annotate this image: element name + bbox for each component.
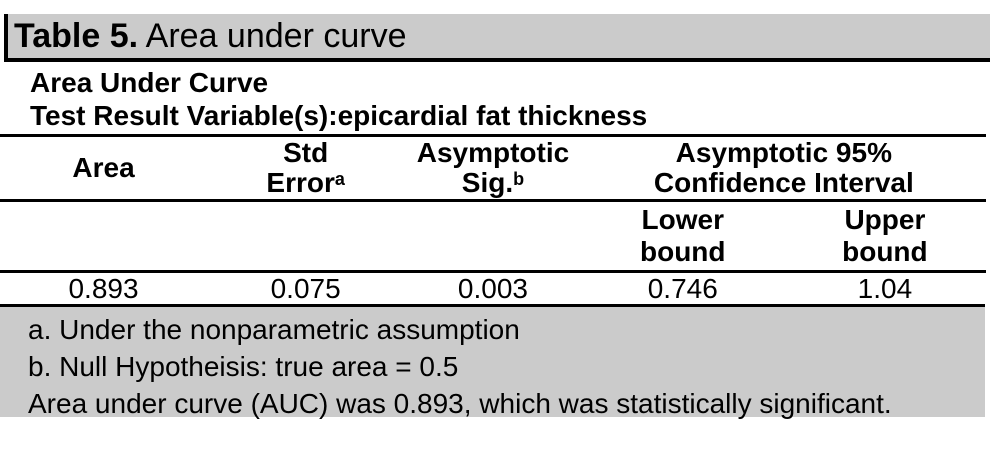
paper-table-page [0, 14, 990, 452]
subheader-cell-empty-1 [0, 202, 207, 270]
header-std-label: Std [283, 137, 329, 168]
data-cell-asymptotic-sig: 0.003 [457, 273, 528, 304]
lower-bound-label: bound [640, 236, 726, 267]
footnote-b: b. Null Hypotheisis: true area = 0.5 [28, 351, 459, 382]
subheader-cell-empty-3 [404, 202, 581, 270]
group-header-line2: Confidence Interval [653, 167, 914, 198]
header-cell-asymptotic-sig [404, 137, 581, 199]
footnote-marker-a: a [334, 169, 345, 189]
table-subtitle [0, 62, 990, 134]
data-cell-area: 0.893 [68, 273, 139, 304]
data-cell-std-error: 0.075 [270, 273, 341, 304]
group-header-line1: Asymptotic 95% [675, 137, 892, 168]
table-data-row [0, 273, 986, 304]
upper-label: Upper [844, 204, 926, 235]
header-cell-area [0, 137, 207, 199]
subtitle-line-test-result-variable: Test Result Variable(s):epicardial fat thickness [30, 100, 648, 131]
header-area-label: Area [72, 152, 135, 183]
upper-bound-label: bound [842, 236, 928, 267]
subtitle-line-area-under-curve: Area Under Curve [30, 67, 269, 98]
subheader-cell-empty-2 [207, 202, 404, 270]
footnote-summary: Area under curve (AUC) was 0.893, which was statistically significant. [28, 388, 892, 419]
header-error-label: Error [266, 167, 335, 198]
table-header-row [0, 137, 986, 199]
footnote-a: a. Under the nonparametric assumption [28, 314, 520, 345]
table-footnotes [0, 304, 985, 417]
data-cell-lower-bound: 0.746 [647, 273, 718, 304]
footnote-marker-b: b [513, 169, 525, 189]
table-title-bar [4, 14, 990, 62]
subheader-cell-lower-bound [582, 202, 784, 270]
data-cell-upper-bound: 1.04 [857, 273, 913, 304]
header-asymptotic-label: Asymptotic [416, 137, 570, 168]
table-subheader-row [0, 202, 986, 270]
header-cell-std-error [207, 137, 404, 199]
header-sig-label: Sig. [461, 167, 514, 198]
subheader-cell-upper-bound [784, 202, 986, 270]
lower-label: Lower [641, 204, 724, 235]
header-cell-confidence-interval-group [582, 137, 986, 199]
table-number-label: Table 5. [14, 17, 139, 55]
table-title-text: Area under curve [138, 17, 407, 55]
